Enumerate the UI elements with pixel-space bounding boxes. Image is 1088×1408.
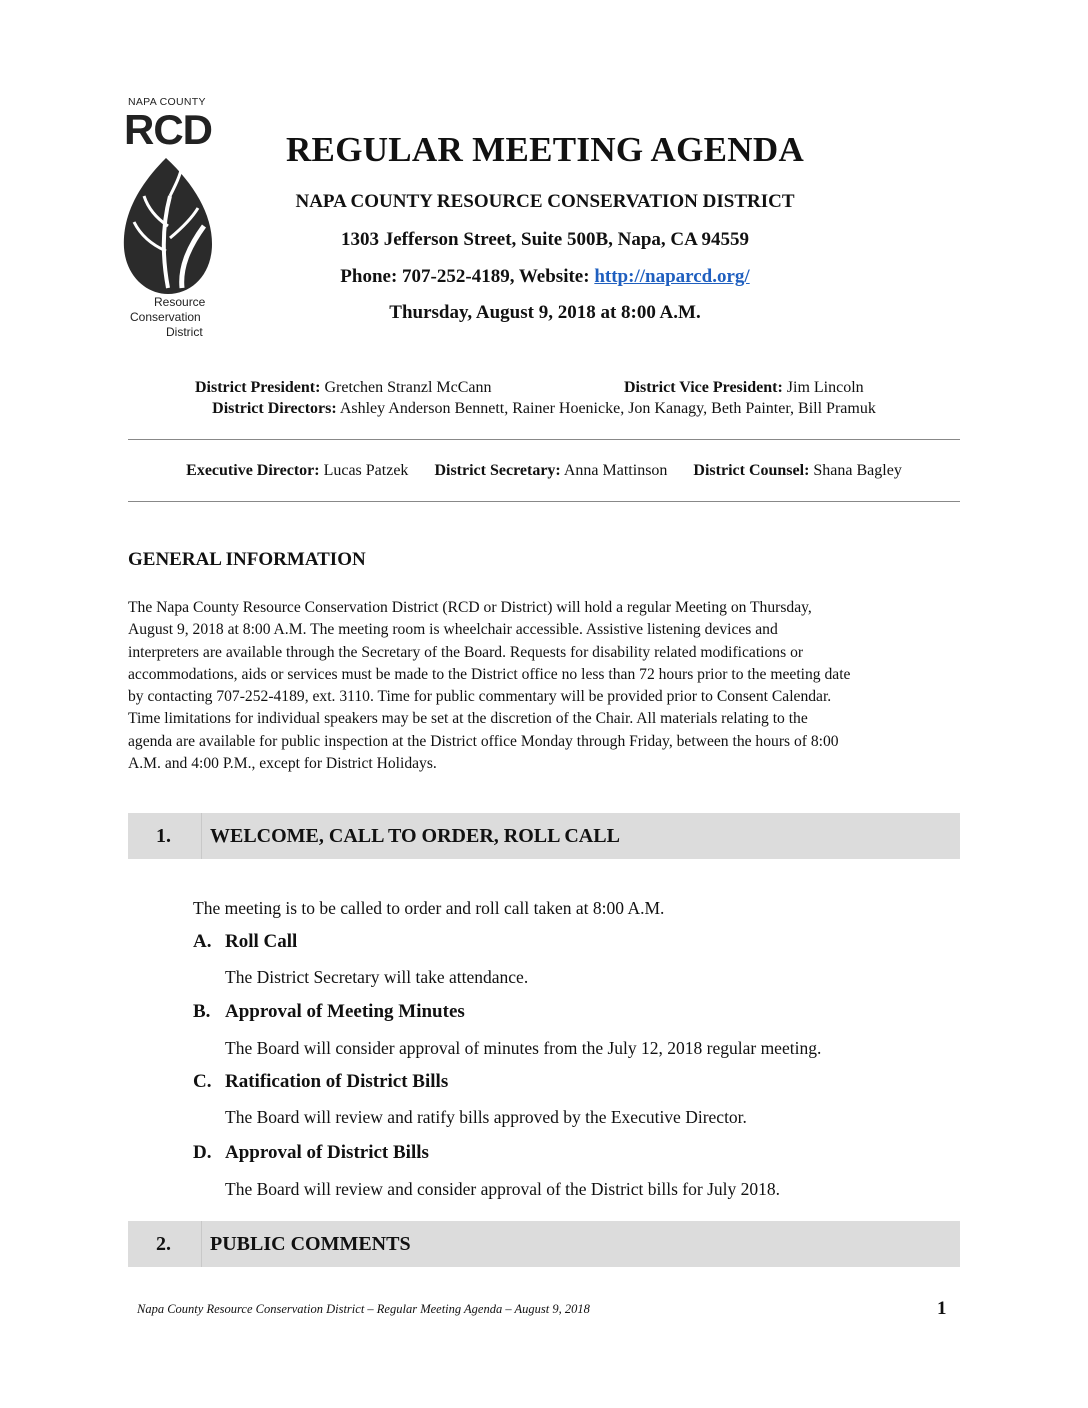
executive-director [186,462,408,479]
general-info-line: A.M. and 4:00 P.M., except for District Holidays. [128,755,437,773]
vice-president-label: District Vice President: [624,379,783,396]
divider [128,501,960,502]
district-secretary [434,462,667,479]
section-header [128,1221,960,1267]
general-info-body [128,597,960,775]
president-label: District President: [195,379,321,396]
directors-label: District Directors: [212,400,337,417]
vice-president-name: Jim Lincoln [782,379,864,396]
directors-row [128,400,960,418]
agenda-item-description: The Board will review and ratify bills approved by the Executive Director. [225,1107,747,1127]
general-info-line: The Napa County Resource Conservation District (RCD or District) will hold a regular Meeting on Thursday, [128,599,812,616]
logo-resource-text: Resource [154,295,206,309]
agenda-title: REGULAR MEETING AGENDA [285,130,805,169]
general-info-line: Time limitations for individual speakers may be set at the discretion of the Chair. All materials relating to the [128,710,808,728]
org-contact [240,266,850,288]
item-letter: B. [193,1001,211,1022]
section-title: PUBLIC COMMENTS [210,1233,411,1255]
counsel-name: Shana Bagley [809,462,902,479]
section-number: 1. [156,825,171,847]
staff-row [128,462,960,480]
item-title: Roll Call [225,931,298,952]
counsel-label: District Counsel: [693,462,810,479]
section-title: WELCOME, CALL TO ORDER, ROLL CALL [210,825,620,847]
general-info-line: interpreters are available through the Secretary of the Board. Requests for disability related modifications or [128,643,804,661]
section-header [128,813,960,859]
org-address: 1303 Jefferson Street, Suite 500B, Napa, CA 94559 [340,229,750,250]
item-letter: A. [193,931,212,952]
general-info-line: by contacting 707-252-4189, ext. 3110. Time for public commentary will be provided prior to Consent Calendar. [128,688,832,706]
org-name: NAPA COUNTY RESOURCE CONSERVATION DISTRICT [295,191,795,212]
page-footer: Napa County Resource Conservation District – Regular Meeting Agenda – August 9, 2018 [137,1302,590,1316]
agenda-item-description: The Board will consider approval of minutes from the July 12, 2018 regular meeting. [225,1038,822,1058]
general-info-line: August 9, 2018 at 8:00 A.M. The meeting room is wheelchair accessible. Assistive listening devices and [128,621,778,639]
section-intro: The meeting is to be called to order and roll call taken at 8:00 A.M. [193,898,665,918]
page-number: 1 [937,1298,947,1319]
item-letter: C. [193,1071,212,1092]
logo-rcd-text: RCD [124,106,212,153]
directors-names: Ashley Anderson Bennett, Rainer Hoenicke, Jon Kanagy, Beth Painter, Bill Pramuk [336,400,876,417]
section-divider [201,1221,202,1267]
logo-district-text: District [166,325,203,339]
general-info-heading: GENERAL INFORMATION [128,549,366,570]
item-title: Approval of Meeting Minutes [225,1001,465,1022]
website-link[interactable]: http://naparcd.org/ [594,266,750,287]
secretary-label: District Secretary: [434,462,561,479]
item-letter: D. [193,1142,212,1163]
divider [128,439,960,440]
rcd-logo [114,96,224,346]
agenda-item-heading [193,1001,465,1023]
secretary-name: Anna Mattinson [560,462,668,479]
logo-conservation-text: Conservation [130,310,201,324]
general-info-line: accommodations, aids or services must be made to the District office no less than 72 hours prior to the meeting date [128,665,851,683]
agenda-item-heading [193,931,297,953]
agenda-item-heading [193,1142,429,1164]
item-title: Approval of District Bills [225,1142,429,1163]
agenda-item-heading [193,1071,448,1093]
exec-label: Executive Director: [186,462,320,479]
district-counsel [693,462,901,479]
section-divider [201,813,202,859]
general-info-line: agenda are available for public inspection at the District office Monday through Friday, between the hours of 8:00 [128,732,839,750]
exec-name: Lucas Patzek [319,462,409,479]
agenda-item-description: The District Secretary will take attendance. [225,967,529,987]
section-number: 2. [156,1233,171,1255]
meeting-datetime: Thursday, August 9, 2018 at 8:00 A.M. [389,302,701,323]
phone-text: Phone: 707-252-4189, Website: [340,266,595,287]
vice-president [624,379,864,397]
logo-county-text: NAPA COUNTY [128,96,206,108]
item-title: Ratification of District Bills [225,1071,449,1092]
president-name: Gretchen Stranzl McCann [320,379,492,396]
leaf-icon [118,156,218,296]
agenda-item-description: The Board will review and consider approval of the District bills for July 2018. [225,1179,781,1199]
president [195,379,492,397]
